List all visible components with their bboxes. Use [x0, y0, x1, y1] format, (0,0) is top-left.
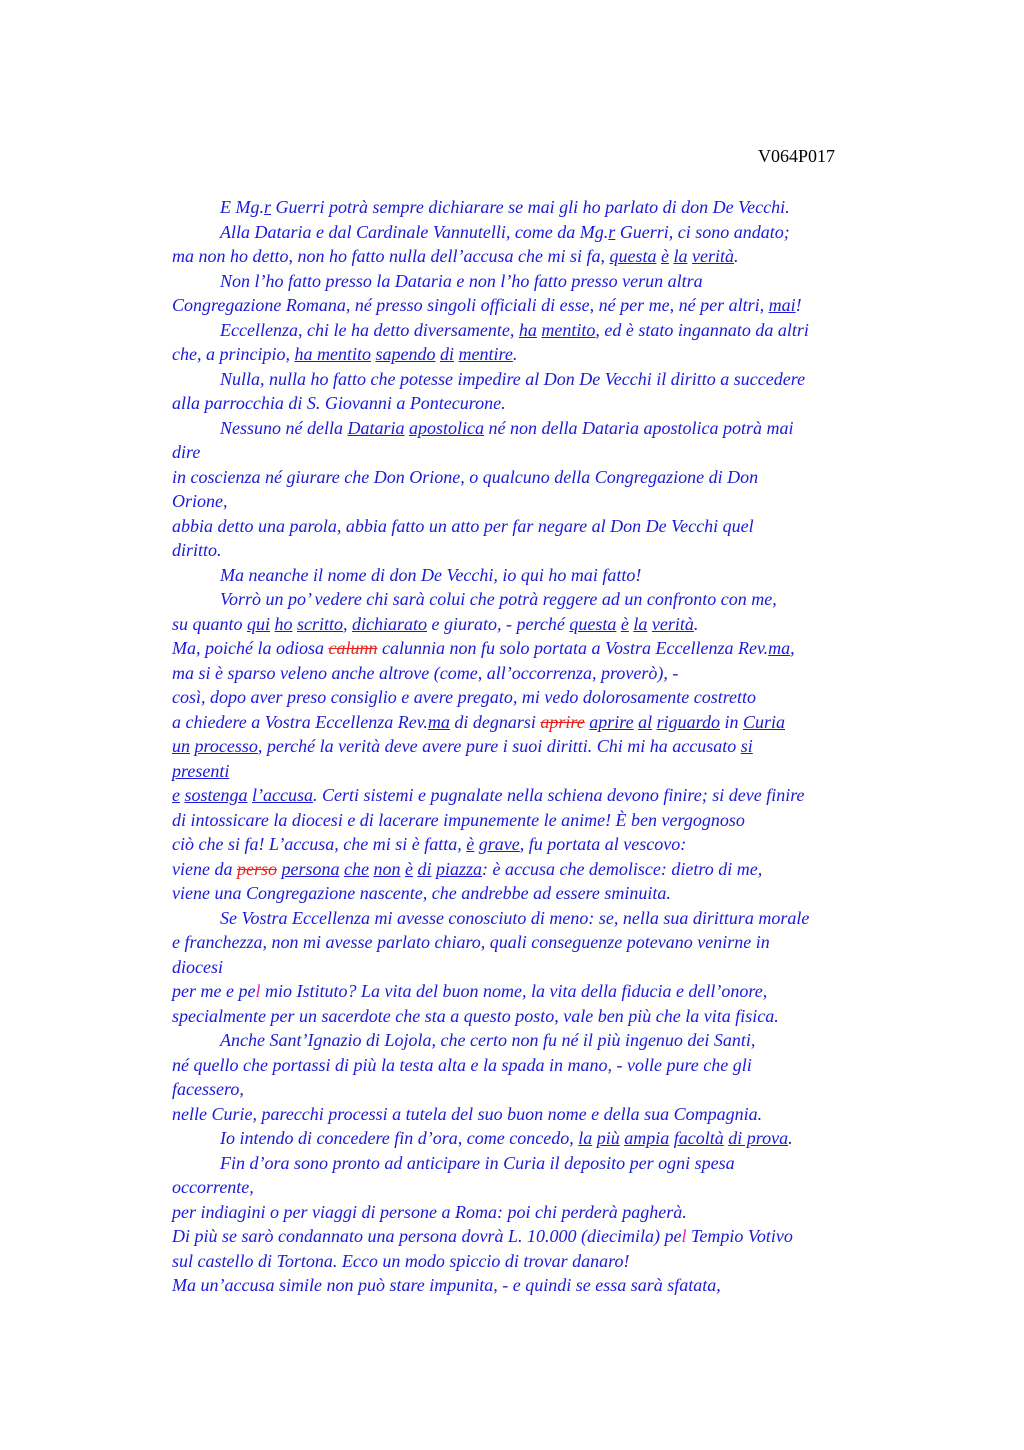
underlined-text: sapendo — [375, 344, 436, 364]
underlined-text: apostolica — [409, 417, 485, 438]
text-line — [172, 367, 907, 392]
underlined-text: si — [740, 736, 753, 756]
underlined-text: verità — [691, 246, 734, 266]
underlined-text: Curia — [742, 711, 785, 732]
text-line — [172, 440, 907, 465]
underlined-text: qui — [247, 613, 271, 634]
text-line — [172, 783, 907, 808]
text-segment: in — [719, 711, 743, 732]
text-segment: nelle Curie, parecchi processi a tutela del suo buon nome e della sua Compagnia. — [172, 1103, 763, 1124]
text-segment: viene da — [172, 858, 237, 879]
underlined-text: ha — [518, 319, 537, 340]
text-segment: Ma un’accusa simile non può stare impunita, - e quindi se essa sarà sfatata, — [172, 1275, 721, 1295]
text-segment: Alla Dataria e dal Cardinale Vannutelli, come da Mg. — [220, 221, 609, 242]
text-segment: dire — [172, 442, 201, 462]
text-segment: , — [790, 638, 795, 658]
text-segment: di intossicare la diocesi e di lacerare impunemente le anime! È ben vergognoso — [172, 809, 745, 830]
text-line — [172, 710, 907, 735]
text-line — [172, 1151, 907, 1176]
text-line — [172, 465, 907, 490]
underlined-text: la — [578, 1128, 593, 1148]
text-line — [172, 1126, 907, 1151]
text-line — [172, 612, 907, 637]
underlined-text: è — [660, 246, 669, 266]
text-segment: Nessuno né della — [220, 417, 348, 438]
text-line — [172, 514, 907, 539]
text-segment: ma non ho detto, non ho fatto nulla dell’accusa che mi si fa, — [172, 246, 610, 266]
text-segment: così, dopo aver preso consiglio e avere pregato, mi vedo dolorosamente costretto — [172, 687, 757, 707]
text-segment: E Mg. — [220, 197, 264, 217]
text-line — [172, 1028, 907, 1053]
underlined-text: mentito — [541, 319, 596, 340]
text-segment: né quello che portassi di più la testa alta e la spada in mano, - volle pure che gli — [172, 1054, 752, 1075]
text-segment: Anche Sant’Ignazio di Lojola, che certo non fu né il più ingenuo dei Santi, — [220, 1030, 756, 1050]
struck-text: calunn — [328, 638, 378, 658]
text-segment: Se Vostra Eccellenza mi avesse conosciuto di meno: se, nella sua dirittura morale — [220, 907, 810, 928]
text-segment: e franchezza, non mi avesse parlato chiaro, quali conseguenze potevano venirne in — [172, 932, 770, 952]
text-segment: , ed è stato ingannato da altri — [595, 319, 809, 340]
text-segment: mio Istituto? La vita del buon nome, la vita della fiducia e dell’onore, — [260, 981, 768, 1001]
text-segment: diocesi — [172, 956, 223, 977]
underlined-text: non — [373, 858, 401, 879]
underlined-text: questa — [609, 246, 657, 266]
struck-text: perso — [236, 858, 277, 879]
underlined-text: persona — [281, 858, 340, 879]
text-segment: Vorrò un po’ vedere chi sarà colui che potrà reggere ad un confronto con me, — [220, 589, 777, 609]
text-segment: occorrente, — [172, 1177, 254, 1197]
underlined-text: dichiarato — [352, 613, 428, 634]
text-segment: Di più se sarò condannato una persona dovrà L. 10.000 (diecimila) pe — [172, 1226, 682, 1246]
text-line — [172, 685, 907, 710]
text-line — [172, 1224, 907, 1249]
text-segment: Guerri, ci sono andato; — [615, 221, 790, 242]
text-line — [172, 342, 907, 367]
text-segment: viene una Congregazione nascente, che andrebbe ad essere sminuita. — [172, 883, 671, 903]
struck-text: aprire — [540, 711, 585, 732]
text-line — [172, 244, 907, 269]
text-segment: e giurato, - perché — [427, 613, 570, 634]
underlined-text: riguardo — [656, 711, 720, 732]
text-line — [172, 318, 907, 343]
text-segment: Ma neanche il nome di don De Vecchi, io qui ho mai fatto! — [220, 564, 642, 585]
text-line — [172, 293, 907, 318]
text-segment: . — [693, 613, 699, 634]
text-segment: specialmente per un sacerdote che sta a questo posto, vale ben più che la vita fisica. — [172, 1005, 779, 1026]
text-segment: Fin d’ora sono pronto ad anticipare in Curia il deposito per ogni spesa — [220, 1152, 735, 1173]
text-line — [172, 1273, 907, 1298]
underlined-text: mentire — [458, 344, 513, 364]
underlined-text: mai — [768, 295, 796, 315]
text-line — [172, 563, 907, 588]
text-line — [172, 1053, 907, 1078]
underlined-text: presenti — [172, 760, 230, 781]
underlined-text: ma — [768, 638, 791, 658]
text-segment: su quanto — [172, 613, 248, 634]
correction-mark: l — [681, 1226, 687, 1246]
text-line — [172, 979, 907, 1004]
underlined-text: processo — [194, 736, 258, 756]
text-segment: abbia detto una parola, abbia fatto un atto per far negare al Don De Vecchi quel — [172, 515, 754, 536]
underlined-text: r — [608, 221, 616, 242]
text-segment: diritto. — [172, 540, 222, 560]
text-line — [172, 832, 907, 857]
text-line — [172, 195, 907, 220]
underlined-text: verità — [651, 613, 694, 634]
text-segment: facessero, — [172, 1079, 244, 1099]
text-line — [172, 1102, 907, 1127]
text-line — [172, 489, 907, 514]
text-segment: , fu portata al vescovo: — [519, 834, 687, 854]
text-segment: Ma, poiché la odiosa — [172, 638, 329, 658]
underlined-text: più — [596, 1128, 620, 1148]
text-line — [172, 587, 907, 612]
text-segment: ! — [795, 295, 802, 315]
underlined-text: r — [264, 197, 272, 217]
text-line — [172, 636, 907, 661]
underlined-text: aprire — [589, 711, 634, 732]
underlined-text: grave — [478, 834, 520, 854]
underlined-text: scritto — [297, 613, 344, 634]
text-line — [172, 416, 907, 441]
text-line — [172, 808, 907, 833]
text-segment: : è accusa che demolisce: dietro di me, — [481, 858, 763, 879]
page-identifier: V064P017 — [758, 146, 836, 166]
text-line — [172, 391, 907, 416]
underlined-text: ha mentito — [294, 344, 371, 364]
text-segment: a chiedere a Vostra Eccellenza Rev. — [172, 711, 428, 732]
text-line — [172, 220, 907, 245]
underlined-text: piazza — [435, 858, 482, 879]
underlined-text: un — [172, 736, 190, 756]
text-segment: Nulla, nulla ho fatto che potesse impedire al Don De Vecchi il diritto a succedere — [220, 368, 806, 389]
text-segment: per me e pe — [172, 981, 256, 1001]
underlined-text: questa — [569, 613, 617, 634]
text-segment: Io intendo di concedere fin d’ora, come concedo, — [220, 1128, 579, 1148]
text-line — [172, 1004, 907, 1029]
text-segment: alla parrocchia di S. Giovanni a Pontecurone. — [172, 393, 506, 413]
text-line — [172, 1175, 907, 1200]
text-segment: Guerri potrà sempre dichiarare se mai gli ho parlato di don De Vecchi. — [271, 197, 790, 217]
underlined-text: di — [439, 344, 454, 364]
text-segment: Eccellenza, chi le ha detto diversamente, — [220, 319, 519, 340]
underlined-text: la — [633, 613, 648, 634]
correction-mark: l — [255, 981, 261, 1001]
underlined-text: è — [404, 858, 413, 879]
text-line — [172, 269, 907, 294]
text-segment: ciò che si fa! L’accusa, che mi si è fatta, — [172, 834, 467, 854]
text-line — [172, 734, 907, 759]
text-segment: né non della Dataria apostolica potrà mai — [484, 417, 794, 438]
underlined-text: l’accusa — [252, 785, 313, 805]
text-segment: sul castello di Tortona. Ecco un modo spiccio di trovar danaro! — [172, 1250, 630, 1271]
text-line — [172, 1249, 907, 1274]
text-segment: che, a principio, — [172, 344, 295, 364]
text-line — [172, 538, 907, 563]
text-segment: , perché la verità deve avere pure i suoi diritti. Chi mi ha accusato — [257, 736, 741, 756]
text-segment: di degnarsi — [449, 711, 541, 732]
underlined-text: è — [620, 613, 629, 634]
text-segment: per indiagini o per viaggi di persone a Roma: poi chi perderà pagherà. — [172, 1201, 687, 1222]
underlined-text: di prova — [728, 1128, 789, 1148]
underlined-text: di — [417, 858, 432, 879]
underlined-text: ma — [427, 711, 450, 732]
underlined-text: sostenga — [184, 785, 248, 805]
text-line — [172, 857, 907, 882]
text-line — [172, 955, 907, 980]
text-segment: in coscienza né giurare che Don Orione, o qualcuno della Congregazione di Don — [172, 466, 759, 487]
underlined-text: ho — [274, 613, 293, 634]
letter-body — [172, 195, 907, 1298]
underlined-text: facoltà — [673, 1128, 724, 1148]
text-segment: Orione, — [172, 491, 228, 511]
text-segment: , — [343, 613, 353, 634]
text-segment: ma si è sparso veleno anche altrove (come, all’occorrenza, proverò), - — [172, 662, 679, 683]
text-line — [172, 1077, 907, 1102]
underlined-text: è — [466, 834, 475, 854]
underlined-text: e — [172, 785, 180, 805]
text-line — [172, 906, 907, 931]
underlined-text: che — [343, 858, 369, 879]
underlined-text: al — [638, 711, 653, 732]
text-segment: Non l’ho fatto presso la Dataria e non l’ho fatto presso verun altra — [220, 270, 703, 291]
text-line — [172, 881, 907, 906]
text-segment: . Certi sistemi e pugnalate nella schiena devono finire; si deve finire — [312, 785, 805, 805]
underlined-text: Dataria — [347, 417, 405, 438]
text-line — [172, 930, 907, 955]
text-segment: . — [788, 1128, 793, 1148]
text-line — [172, 1200, 907, 1225]
text-segment: Congregazione Romana, né presso singoli officiali di esse, né per me, né per altri, — [172, 295, 769, 315]
text-segment: calunnia non fu solo portata a Vostra Eccellenza Rev. — [377, 638, 769, 658]
underlined-text: ampia — [624, 1128, 670, 1148]
underlined-text: la — [673, 246, 688, 266]
text-segment: . — [733, 246, 739, 266]
text-segment: Tempio Votivo — [686, 1226, 793, 1246]
text-line — [172, 759, 907, 784]
text-segment: . — [512, 344, 518, 364]
text-line — [172, 661, 907, 686]
